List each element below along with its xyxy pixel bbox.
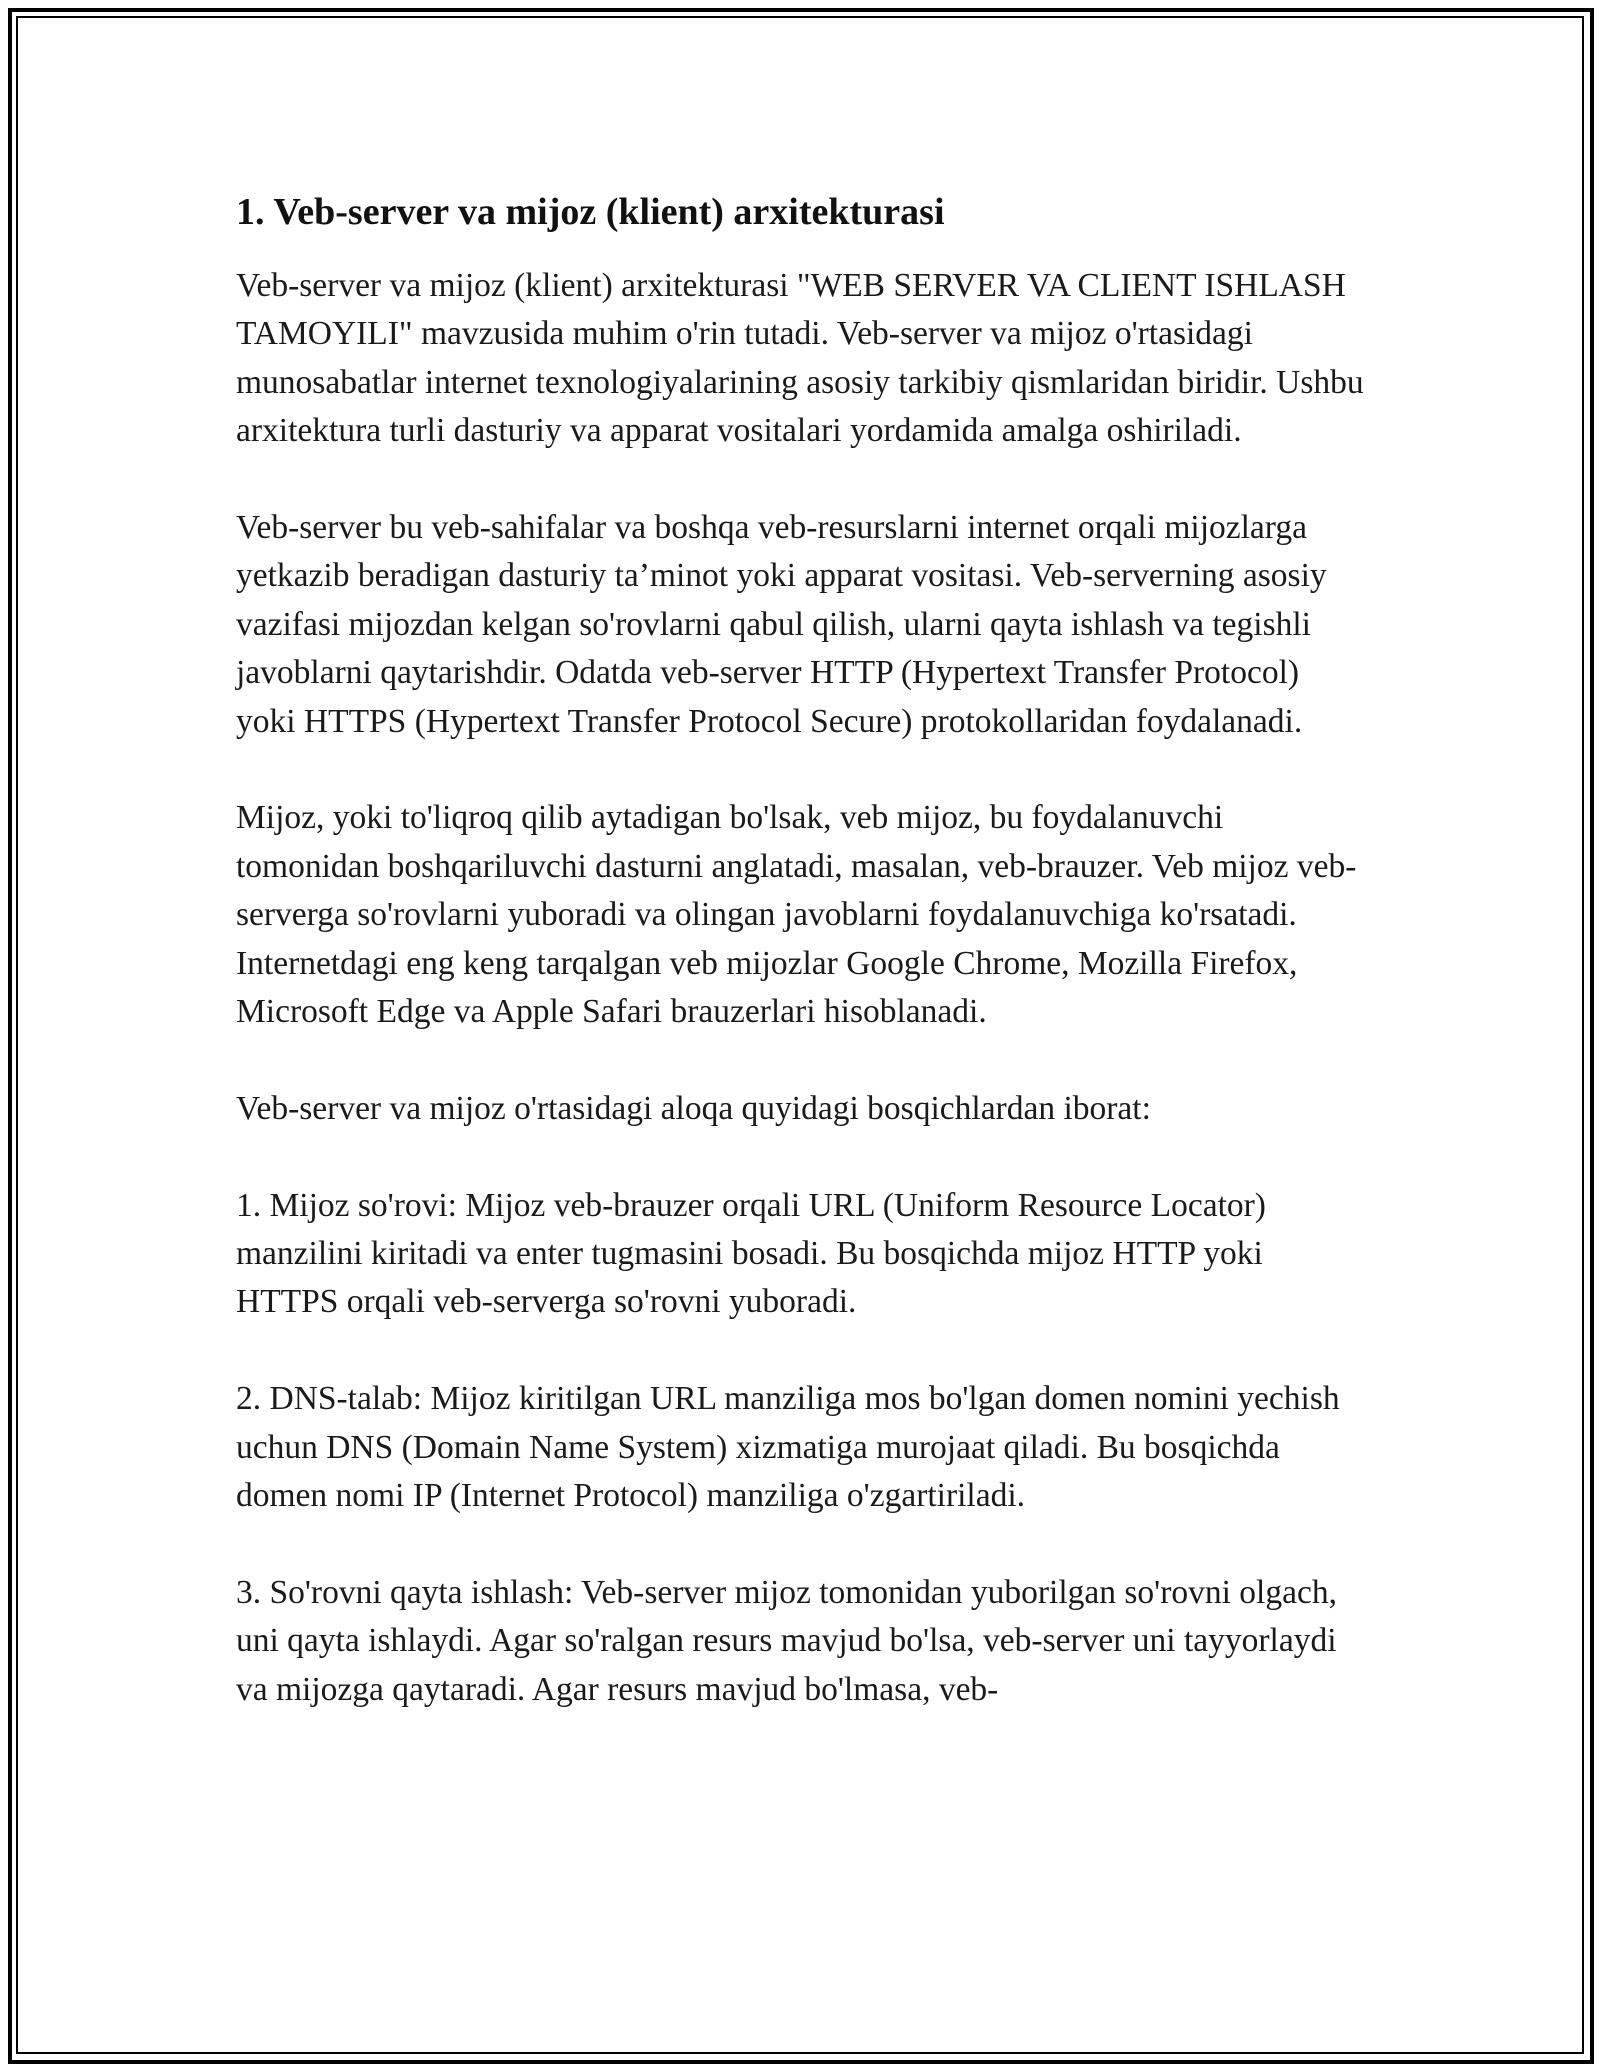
paragraph-web-server: Veb-server bu veb-sahifalar va boshqa veb-resurslarni internet orqali mijozlarga yetkazib beradigan dasturiy ta’minot yoki apparat vositasi. Veb-serverning asosiy vazifasi mijozdan kelgan so'rovlarni qabul qilish, ularni qayta ishlash va tegishli javoblarni qaytarishdir. Odatda veb-server HTTP (Hypertext Transfer Protocol) yoki HTTPS (Hypertext Transfer Protocol Secure) protokollaridan foydalanadi. xyxy=(236,509,1327,740)
paragraph-step-1: 1. Mijoz so'rovi: Mijoz veb-brauzer orqali URL (Uniform Resource Locator) manzilini kiritadi va enter tugmasini bosadi. Bu bosqichda mijoz HTTP yoki HTTPS orqali veb-serverga so'rovni yuboradi. xyxy=(236,1186,1266,1321)
paragraph-intro: Veb-server va mijoz (klient) arxitekturasi "WEB SERVER VA CLIENT ISHLASH TAMOYILI" mavzusida muhim o'rin tutadi. Veb-server va mijoz o'rtasidagi munosabatlar internet texnologiyalarining asosiy tarkibiy qismlaridan biridir. Ushbu arxitektura turli dasturiy va apparat vositalari yordamida amalga oshiriladi. xyxy=(236,267,1364,450)
section-heading: 1. Veb-server va mijoz (klient) arxitekturasi xyxy=(236,191,945,233)
paragraph-stages-intro: Veb-server va mijoz o'rtasidagi aloqa quyidagi bosqichlardan iborat: xyxy=(236,1089,1151,1127)
paragraph-web-client: Mijoz, yoki to'liqroq qilib aytadigan bo'lsak, veb mijoz, bu foydalanuvchi tomonidan boshqariluvchi dasturni anglatadi, masalan, veb-brauzer. Veb mijoz veb-serverga so'rovlarni yuboradi va olingan javoblarni foydalanuvchiga ko'rsatadi. Internetdagi eng keng tarqalgan veb mijozlar Google Chrome, Mozilla Firefox, Microsoft Edge va Apple Safari brauzerlari hisoblanadi. xyxy=(236,799,1357,1031)
paragraph-step-2: 2. DNS-talab: Mijoz kiritilgan URL manziliga mos bo'lgan domen nomini yechish uchun DNS (Domain Name System) xizmatiga murojaat qiladi. Bu bosqichda domen nomi IP (Internet Protocol) manziliga o'zgartiriladi. xyxy=(236,1380,1340,1515)
paragraph-step-3: 3. So'rovni qayta ishlash: Veb-server mijoz tomonidan yuborilgan so'rovni olgach, uni qayta ishlaydi. Agar so'ralgan resurs mavjud bo'lsa, veb-server uni tayyorlaydi va mijozga qaytaradi. Agar resurs mavjud bo'lmasa, veb- xyxy=(236,1573,1337,1708)
document-body xyxy=(236,184,1366,1762)
